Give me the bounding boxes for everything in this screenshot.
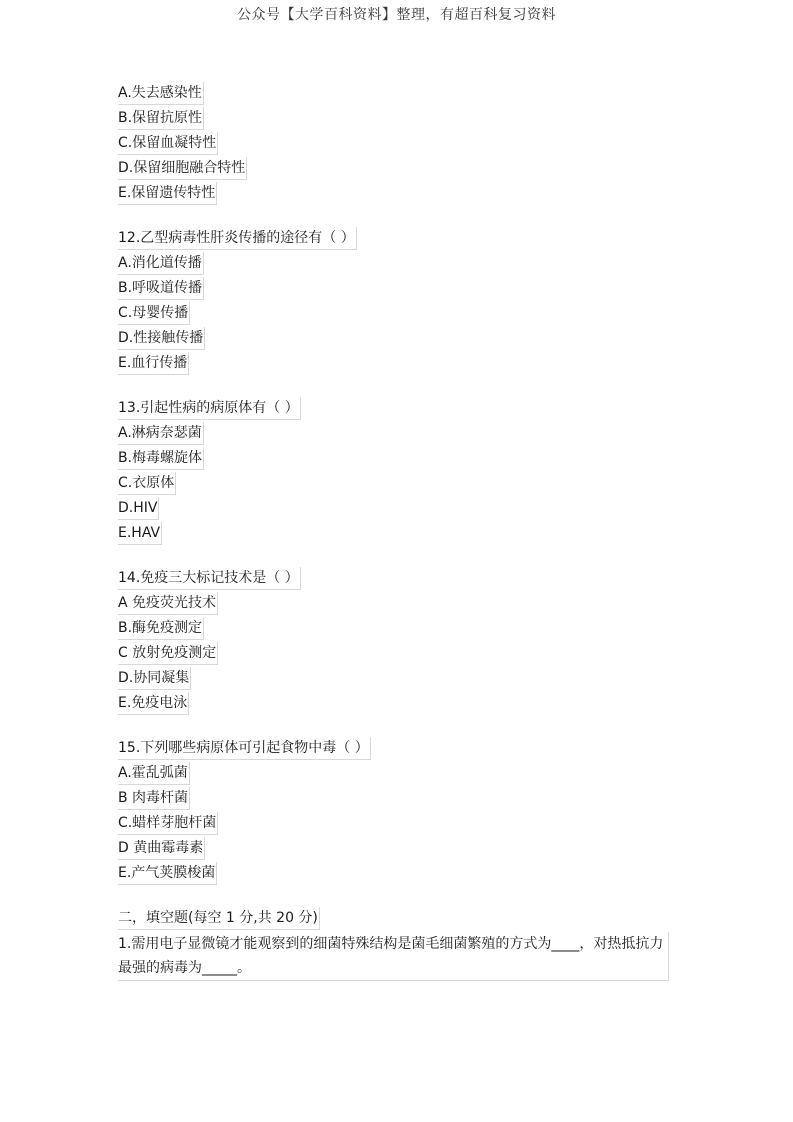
option-d: D.HIV <box>118 497 159 520</box>
option-a: A.失去感染性 <box>118 82 204 105</box>
option-a: A 免疫荧光技术 <box>118 592 218 615</box>
section-title: 二，填空题(每空 1 分,共 20 分) <box>118 907 320 930</box>
option-c: C.蜡样芽胞杆菌 <box>118 812 218 835</box>
option-e: E.免疫电泳 <box>118 692 189 715</box>
question-14 <box>118 567 678 715</box>
option-c: C.母婴传播 <box>118 302 190 325</box>
option-a: A.霍乱弧菌 <box>118 762 190 785</box>
question-13 <box>118 397 678 545</box>
option-b: B.酶免疫测定 <box>118 617 204 640</box>
option-c: C.保留血凝特性 <box>118 132 218 155</box>
option-b: B.保留抗原性 <box>118 107 204 130</box>
question-text: 15.下列哪些病原体可引起食物中毒（ ） <box>118 737 371 760</box>
question-text: 14.免疫三大标记技术是（ ） <box>118 567 301 590</box>
fill-question-1: 1.需用电子显微镜才能观察到的细菌特殊结构是菌毛细菌繁殖的方式为____，对热抵抗力最强的病毒为_____。 <box>118 932 669 981</box>
option-e: E.产气荚膜梭菌 <box>118 862 217 885</box>
option-a: A.淋病奈瑟菌 <box>118 422 204 445</box>
section-fill-in-blank <box>118 907 678 981</box>
question-15 <box>118 737 678 885</box>
question-12 <box>118 227 678 375</box>
option-d: D.性接触传播 <box>118 327 205 350</box>
option-c: C.衣原体 <box>118 472 176 495</box>
option-c: C 放射免疫测定 <box>118 642 218 665</box>
option-e: E.血行传播 <box>118 352 189 375</box>
option-b: B.呼吸道传播 <box>118 277 204 300</box>
question-text: 12.乙型病毒性肝炎传播的途径有（ ） <box>118 227 357 250</box>
option-b: B 肉毒杆菌 <box>118 787 190 810</box>
option-d: D 黄曲霉毒素 <box>118 837 205 860</box>
option-e: E.保留遗传特性 <box>118 182 217 205</box>
page-header: 公众号【大学百科资料】整理，有超百科复习资料 <box>237 7 556 23</box>
option-d: D.协同凝集 <box>118 667 191 690</box>
question-text: 13.引起性病的病原体有（ ） <box>118 397 301 420</box>
option-a: A.消化道传播 <box>118 252 204 275</box>
option-b: B.梅毒螺旋体 <box>118 447 204 470</box>
document-body <box>118 82 678 981</box>
option-e: E.HAV <box>118 522 162 545</box>
option-d: D.保留细胞融合特性 <box>118 157 247 180</box>
question-11-options <box>118 82 678 205</box>
